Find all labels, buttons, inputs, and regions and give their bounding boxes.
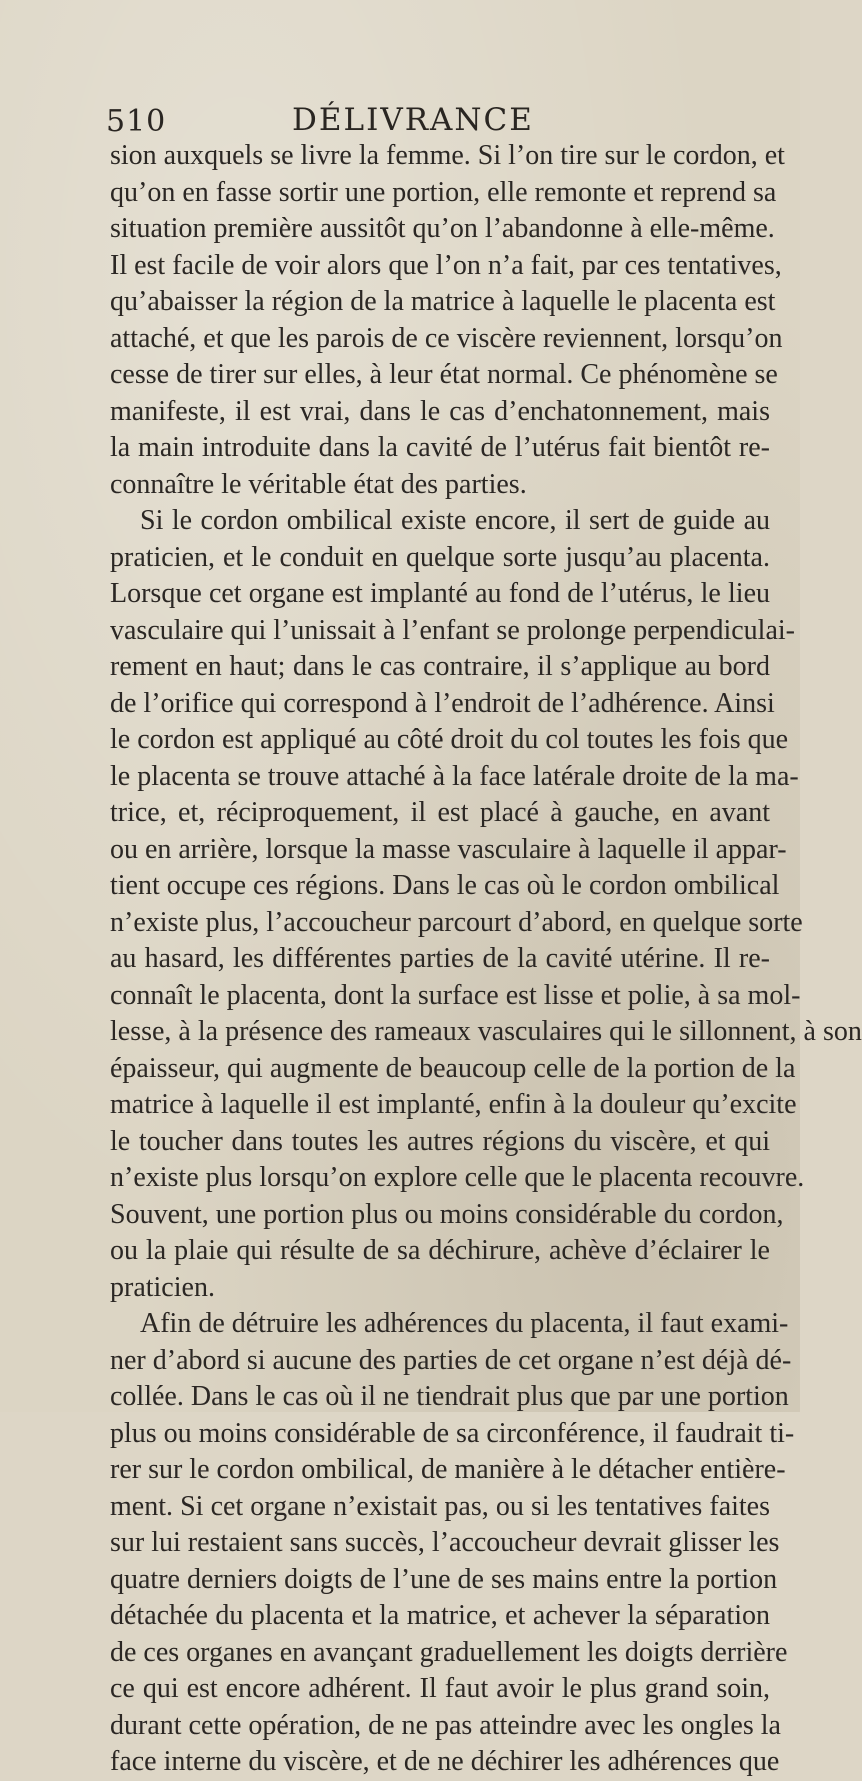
text-line: matrice à laquelle il est implanté, enfin à la douleur qu’excite	[110, 1089, 797, 1120]
text-line: quatre derniers doigts de l’une de ses mains entre la portion	[110, 1563, 778, 1595]
text-line: connaître le véritable état des parties.	[110, 468, 527, 500]
text-line: praticien.	[110, 1271, 215, 1303]
text-line: Souvent, une portion plus ou moins considérable du cordon,	[110, 1198, 784, 1230]
text-line: durant cette opération, de ne pas atteindre avec les ongles la	[110, 1709, 781, 1741]
text-line: ner d’abord si aucune des parties de cet organe n’est déjà dé-	[110, 1344, 792, 1376]
text-line: plus ou moins considérable de sa circonférence, il faudrait ti-	[110, 1417, 795, 1449]
text-line: situation première aussitôt qu’on l’abandonne à elle-même.	[110, 213, 775, 244]
text-line: n’existe plus, l’accoucheur parcourt d’abord, en quelque sorte	[110, 906, 803, 938]
text-line: le toucher dans toutes les autres régions du viscère, et qui	[110, 1125, 770, 1157]
text-line: trice, et, réciproquement, il est placé à gauche, en avant	[110, 797, 770, 828]
text-line: la main introduite dans la cavité de l’utérus fait bientôt re-	[110, 432, 770, 463]
running-title: DÉLIVRANCE	[292, 102, 534, 138]
text-line: au hasard, les différentes parties de la cavité utérine. Il re-	[110, 943, 770, 974]
page-number: 510	[106, 104, 167, 139]
text-line: Il est facile de voir alors que l’on n’a fait, par ces tentatives,	[110, 249, 782, 281]
body-text	[110, 138, 862, 1781]
text-line: qu’abaisser la région de la matrice à laquelle le placenta est	[110, 286, 776, 317]
text-line: connaît le placenta, dont la surface est lisse et polie, à sa mol-	[110, 979, 801, 1011]
text-line: qu’on en fasse sortir une portion, elle remonte et reprend sa	[110, 176, 777, 208]
text-line: ou en arrière, lorsque la masse vasculaire à laquelle il appar-	[110, 833, 787, 865]
text-line: collée. Dans le cas où il ne tiendrait plus que par une portion	[110, 1381, 789, 1412]
text-line: attaché, et que les parois de ce viscère reviennent, lorsqu’on	[110, 322, 783, 354]
text-line: de l’orifice qui correspond à l’endroit de l’adhérence. Ainsi	[110, 687, 775, 719]
text-line: rer sur le cordon ombilical, de manière à le détacher entière-	[110, 1454, 786, 1485]
text-line: ment. Si cet organe n’existait pas, ou si les tentatives faites	[110, 1490, 770, 1522]
text-line: n’existe plus lorsqu’on explore celle que le placenta recouvre.	[110, 1162, 805, 1193]
text-line: détachée du placenta et la matrice, et achever la séparation	[110, 1600, 770, 1631]
text-line: manifeste, il est vrai, dans le cas d’enchatonnement, mais	[110, 395, 770, 427]
text-line: le cordon est appliqué au côté droit du col toutes les fois que	[110, 724, 789, 755]
text-line: rement en haut; dans le cas contraire, il s’applique au bord	[110, 651, 770, 682]
text-line: ce qui est encore adhérent. Il faut avoir le plus grand soin,	[110, 1673, 770, 1704]
text-line: tient occupe ces régions. Dans le cas où le cordon ombilical	[110, 870, 780, 901]
text-line: vasculaire qui l’unissait à l’enfant se prolonge perpendiculai-	[110, 614, 795, 646]
text-line: Afin de détruire les adhérences du placenta, il faut exami-	[140, 1308, 789, 1339]
text-line: face interne du viscère, et de ne déchirer les adhérences que	[110, 1746, 780, 1777]
text-line: de ces organes en avançant graduellement les doigts derrière	[110, 1636, 788, 1668]
text-line: sion auxquels se livre la femme. Si l’on tire sur le cordon, et	[110, 140, 785, 171]
text-line: cesse de tirer sur elles, à leur état normal. Ce phénomène se	[110, 359, 778, 390]
text-line: Si le cordon ombilical existe encore, il sert de guide au	[140, 505, 770, 536]
text-line: le placenta se trouve attaché à la face latérale droite de la ma-	[110, 760, 799, 792]
text-line: ou la plaie qui résulte de sa déchirure, achève d’éclairer le	[110, 1235, 770, 1266]
running-head	[102, 102, 722, 142]
text-line: épaisseur, qui augmente de beaucoup celle de la portion de la	[110, 1052, 796, 1084]
text-line: sur lui restaient sans succès, l’accoucheur devrait glisser les	[110, 1527, 780, 1558]
text-line: praticien, et le conduit en quelque sorte jusqu’au placenta.	[110, 541, 770, 573]
text-line: lesse, à la présence des rameaux vasculaires qui le sillonnent, à son	[110, 1016, 862, 1047]
text-line: Lorsque cet organe est implanté au fond de l’utérus, le lieu	[110, 578, 770, 609]
